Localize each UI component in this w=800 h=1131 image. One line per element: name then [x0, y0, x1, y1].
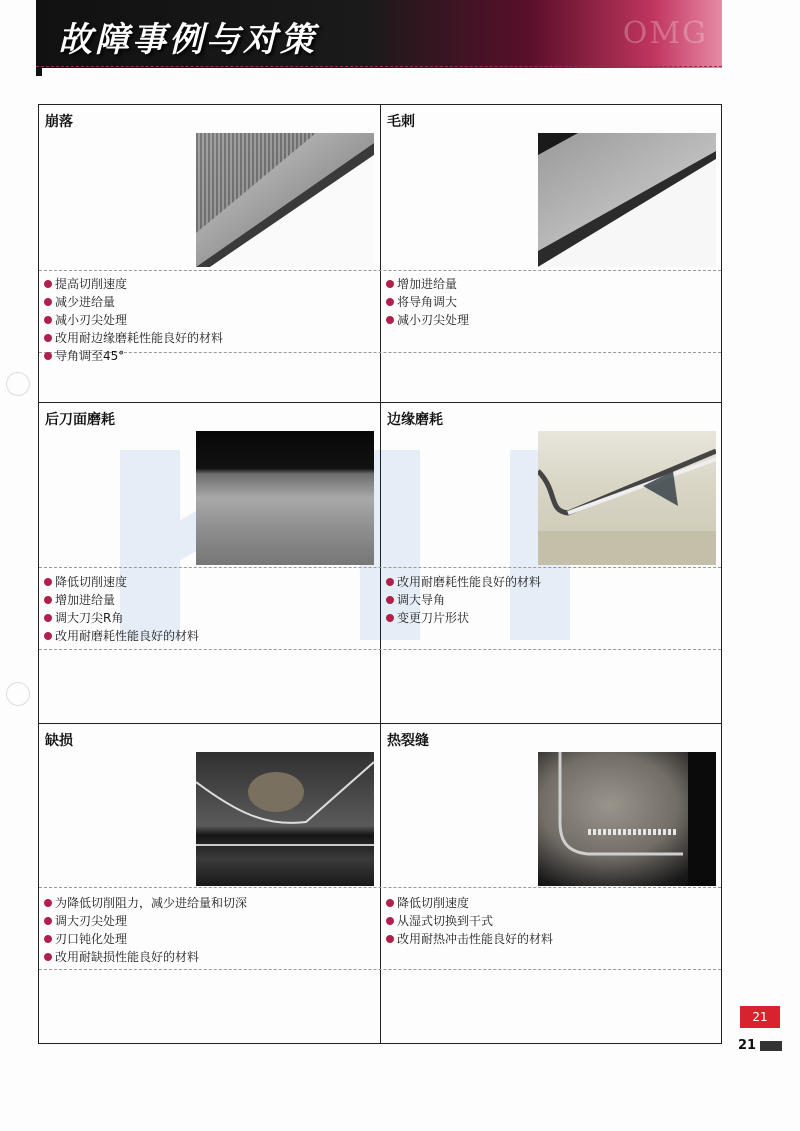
- list-item: 为降低切削阻力，减少进给量和切深: [43, 894, 247, 912]
- case-title: 热裂缝: [387, 733, 429, 749]
- header-watermark: OMG: [622, 16, 708, 51]
- case-title: 缺损: [45, 733, 73, 749]
- list-item: 刃口钝化处理: [43, 930, 247, 948]
- list-item: 调大刀尖R角: [43, 609, 199, 627]
- list-item: 改用耐缺损性能良好的材料: [43, 948, 247, 966]
- list-item: 改用耐热冲击性能良好的材料: [385, 930, 553, 948]
- countermeasure-list: [43, 573, 199, 645]
- list-item: 变更刀片形状: [385, 609, 541, 627]
- page-number: 21: [738, 1038, 757, 1053]
- list-item: 改用耐磨耗性能良好的材料: [43, 627, 199, 645]
- thermal-crack-photo: [538, 752, 716, 886]
- case-burr: [381, 105, 722, 417]
- list-item: 调大刃尖处理: [43, 912, 247, 930]
- list-item: 调大导角: [385, 591, 541, 609]
- page-number-badge: 21: [740, 1006, 780, 1028]
- countermeasure-list: [385, 573, 541, 627]
- case-thermal-crack: [381, 724, 722, 1036]
- edge-wear-photo: [538, 431, 716, 565]
- list-item: 降低切削速度: [43, 573, 199, 591]
- list-item: 提高切削速度: [43, 275, 223, 293]
- case-title: 毛刺: [387, 114, 415, 130]
- list-item: 增加进给量: [43, 591, 199, 609]
- fracture-photo: [196, 752, 374, 886]
- case-fracture: [39, 724, 380, 1036]
- troubleshooting-grid: [38, 104, 722, 1044]
- page-number-bar: [760, 1041, 782, 1051]
- header-accent-bar: [36, 0, 42, 76]
- list-item: 从湿式切换到干式: [385, 912, 553, 930]
- case-flank-wear: [39, 403, 380, 715]
- case-title: 崩落: [45, 114, 73, 130]
- countermeasure-list: [385, 894, 553, 948]
- list-item: 减少进给量: [43, 293, 223, 311]
- list-item: 减小刃尖处理: [385, 311, 469, 329]
- header-rule: [36, 66, 722, 67]
- list-item: 减小刃尖处理: [43, 311, 223, 329]
- list-item: 改用耐磨耗性能良好的材料: [385, 573, 541, 591]
- case-edge-wear: [381, 403, 722, 715]
- list-item: 改用耐边缘磨耗性能良好的材料: [43, 329, 223, 347]
- list-item: 导角调至45°: [43, 347, 223, 365]
- page-header: [36, 0, 722, 68]
- case-title: 后刀面磨耗: [45, 412, 115, 428]
- list-item: 降低切削速度: [385, 894, 553, 912]
- case-chipping: [39, 105, 380, 417]
- case-title: 边缘磨耗: [387, 412, 443, 428]
- countermeasure-list: [43, 275, 223, 365]
- chipped-edge-photo: [196, 133, 374, 267]
- flank-wear-photo: [196, 431, 374, 565]
- page-title: 故障事例与对策: [58, 20, 317, 60]
- list-item: 增加进给量: [385, 275, 469, 293]
- punch-hole: [6, 682, 30, 706]
- burr-photo: [538, 133, 716, 267]
- punch-hole: [6, 372, 30, 396]
- countermeasure-list: [385, 275, 469, 329]
- list-item: 将导角调大: [385, 293, 469, 311]
- countermeasure-list: [43, 894, 247, 966]
